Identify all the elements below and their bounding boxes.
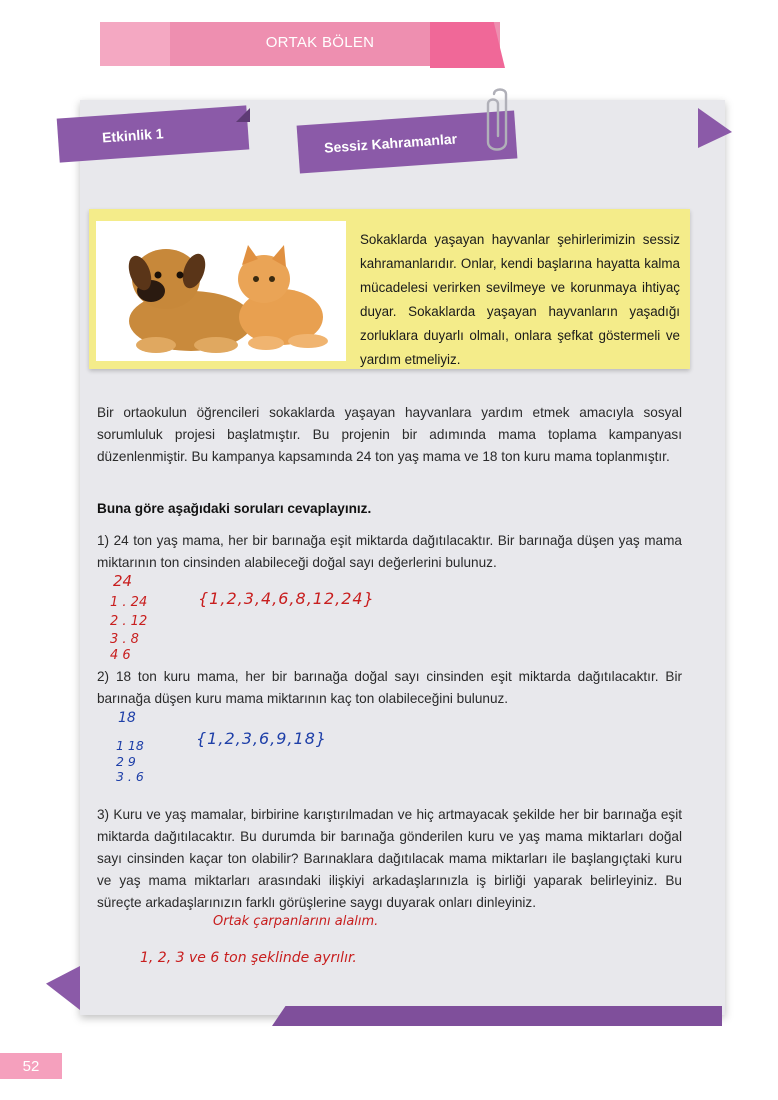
hw-q1-row: 2 . 12 xyxy=(110,614,148,629)
hw-q1-row: 4 6 xyxy=(110,648,131,663)
paperclip-icon xyxy=(480,86,520,156)
question-3: 3) Kuru ve yaş mamalar, birbirine karıştırılmadan ve hiç artmayacak şekilde her bir barınağa eşit miktarda dağıtılacaktır. Bu durumda bir barınağa gönderilen kuru ve yaş mama miktarları doğal sayı cinsinden kaçar ton olabilir? Barınaklara dağıtılacak mama miktarları ile başlangıçtaki kuru ve yaş mama miktarları arasındaki ilişkiyi arkadaşlarınızla iş birliği yaparak belirleyiniz. Bu süreçte arkadaşlarınızın farklı görüşlerine saygı duyarak onları dinleyiniz. xyxy=(97,807,682,910)
hw-q1-row: 1 . 24 xyxy=(110,595,148,610)
hw-q2-row: 1 18 xyxy=(116,738,144,753)
puppy-kitten-photo xyxy=(96,221,346,361)
hw-q2-row: 3 . 6 xyxy=(116,769,144,784)
hw-q2-number: 18 xyxy=(118,710,136,726)
hw-q3-note: Ortak çarpanlarını alalım. xyxy=(213,914,379,929)
corner-ribbon-bottom-left xyxy=(46,966,80,1010)
hw-q1-row: 3 . 8 xyxy=(110,632,139,647)
page-number: 52 xyxy=(0,1053,62,1079)
hw-q2-row: 2 9 xyxy=(116,754,136,769)
chapter-title: ORTAK BÖLEN xyxy=(265,34,375,51)
hw-q1-answer: {1,2,3,4,6,8,12,24} xyxy=(198,589,375,608)
hw-q1-number: 24 xyxy=(113,572,133,590)
hw-q3-answer: 1, 2, 3 ve 6 ton şeklinde ayrılır. xyxy=(140,950,357,966)
info-paragraph: Sokaklarda yaşayan hayvanlar şehirlerimizin sessiz kahramanlarıdır. Onlar, kendi başlarına hayatta kalma mücadelesi verirken sevilmeye ve korunmaya ihtiyaç duyar. Sokaklarda yaşayan hayvanların yaşadığı zorluklara duyarlı olmalı, onlara şefkat göstermeli ve yardım etmeliyiz. xyxy=(360,232,680,367)
question-2: 2) 18 ton kuru mama, her bir barınağa doğal sayı cinsinden eşit miktarda dağıtılacaktır. Bir barınağa düşen kuru mama miktarının kaç ton olabileceğini bulunuz. xyxy=(97,669,682,706)
bottom-ribbon xyxy=(272,1006,722,1026)
question-1: 1) 24 ton yaş mama, her bir barınağa eşit miktarda dağıtılacaktır. Bir barınağa düşen yaş mama miktarının ton cinsinden alabileceği doğal sayı değerlerini bulunuz. xyxy=(97,533,682,570)
intro-paragraph: Bir ortaokulun öğrencileri sokaklarda yaşayan hayvanlara yardım etmek amacıyla sosyal sorumluluk projesi başlatmıştır. Bu projenin bir adımında mama toplama kampanyası düzenlenmiştir. Bu kampanya kapsamında 24 ton yaş mama ve 18 ton kuru mama toplanmıştır. xyxy=(97,405,682,464)
header-band-accent xyxy=(100,22,170,66)
instruction-heading: Buna göre aşağıdaki soruları cevaplayınız. xyxy=(97,501,372,516)
header-band-tail xyxy=(430,22,505,68)
activity-label: Etkinlik 1 xyxy=(57,105,250,162)
activity-subtitle: Sessiz Kahramanlar xyxy=(297,110,518,173)
hw-q2-answer: {1,2,3,6,9,18} xyxy=(196,729,328,748)
